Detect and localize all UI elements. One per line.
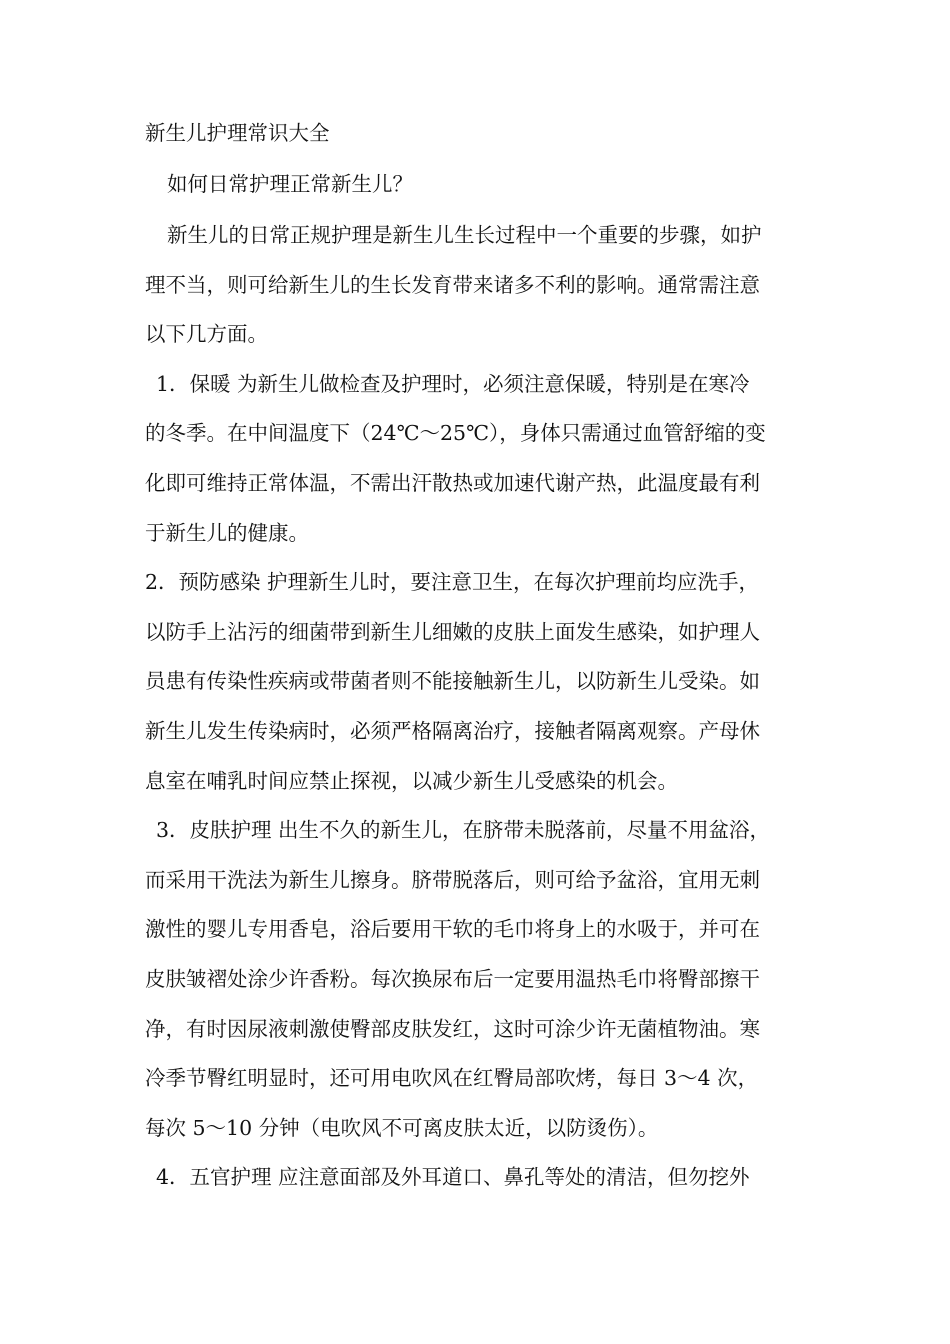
paragraph-line: 新生儿的日常正规护理是新生儿生长过程中一个重要的步骤，如护 — [167, 223, 762, 247]
facial-care-paragraph — [145, 1162, 807, 1192]
warming-paragraph — [145, 369, 807, 548]
paragraph-line: 每次 5～10 分钟（电吹风不可离皮肤太近，以防烫伤）。 — [145, 1115, 659, 1140]
paragraph-line: 于新生儿的健康。 — [145, 520, 309, 545]
infection-paragraph — [145, 567, 807, 795]
paragraph-line: 而采用干洗法为新生儿擦身。脐带脱落后，则可给予盆浴，宜用无刺 — [145, 867, 760, 892]
paragraph-line: 2．预防感染 护理新生儿时，要注意卫生，在每次护理前均应洗手， — [145, 570, 760, 595]
paragraph-line: 理不当，则可给新生儿的生长发育带来诸多不利的影响。通常需注意 — [145, 272, 760, 297]
paragraph-line: 皮肤皱褶处涂少许香粉。每次换尿布后一定要用温热毛巾将臀部擦干 — [145, 966, 760, 991]
paragraph-line: 冷季节臀红明显时，还可用电吹风在红臀局部吹烤，每日 3～4 次， — [145, 1066, 759, 1091]
paragraph-line: 息室在哺乳时间应禁止探视，以减少新生儿受感染的机会。 — [145, 768, 678, 793]
paragraph-line: 3．皮肤护理 出生不久的新生儿，在脐带未脱落前，尽量不用盆浴， — [156, 818, 771, 843]
document-body — [145, 118, 807, 1212]
document-title: 新生儿护理常识大全 — [145, 121, 330, 145]
paragraph-line: 激性的婴儿专用香皂，浴后要用干软的毛巾将身上的水吸于，并可在 — [145, 917, 760, 942]
paragraph-line: 4．五官护理 应注意面部及外耳道口、鼻孔等处的清洁，但勿挖外 — [156, 1165, 750, 1190]
intro-paragraph — [145, 220, 807, 349]
paragraph-line: 以防手上沾污的细菌带到新生儿细嫩的皮肤上面发生感染，如护理人 — [145, 619, 760, 644]
skin-care-paragraph — [145, 815, 807, 1143]
paragraph-line: 以下几方面。 — [145, 322, 268, 347]
section-heading: 如何日常护理正常新生儿？ — [167, 172, 413, 196]
paragraph-line: 新生儿发生传染病时，必须严格隔离治疗，接触者隔离观察。产母休 — [145, 718, 760, 743]
paragraph-line: 1．保暖 为新生儿做检查及护理时，必须注意保暖，特别是在寒冷 — [156, 371, 750, 396]
paragraph-line: 员患有传染性疾病或带菌者则不能接触新生儿，以防新生儿受染。如 — [145, 669, 760, 694]
paragraph-line: 的冬季。在中间温度下（24℃～25℃），身体只需通过血管舒缩的变 — [145, 421, 766, 446]
paragraph-line: 净，有时因尿液刺激使臀部皮肤发红，这时可涂少许无菌植物油。寒 — [145, 1016, 760, 1041]
paragraph-line: 化即可维持正常体温，不需出汗散热或加速代谢产热，此温度最有利 — [145, 470, 760, 495]
